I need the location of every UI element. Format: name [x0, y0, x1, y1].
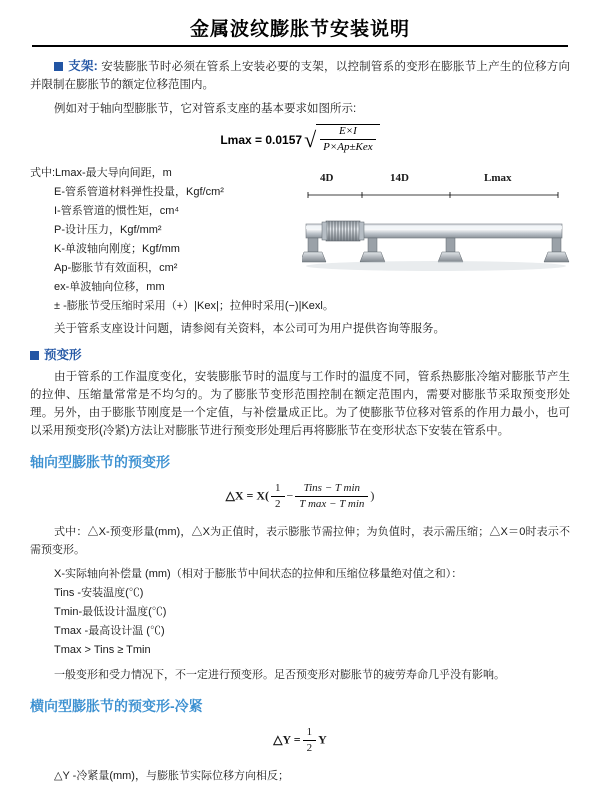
- fraction-numerator: 1: [303, 726, 317, 741]
- definition-item: P-设计压力，Kgf/mm²: [54, 224, 162, 236]
- lateral-predeform-heading: 横向型膨胀节的预变形-冷紧: [30, 698, 203, 714]
- figure-label-4d: 4D: [320, 172, 334, 184]
- equation-rhs: ): [370, 488, 375, 503]
- equation-temperature-ratio: [295, 482, 368, 511]
- square-root-icon: [304, 126, 380, 154]
- bracket-section-paragraph-1: [30, 57, 570, 94]
- axial-predeform-heading: 轴向型膨胀节的预变形: [30, 454, 170, 470]
- axial-note-2: 一般变形和受力情况下，不一定进行预变形。足否预变形对膨胀节的疲劳寿命几乎没有影响。: [54, 669, 505, 681]
- fraction-denominator: T max − T min: [299, 498, 365, 510]
- definition-item: 式中:Lmax-最大导向间距，m: [30, 167, 172, 179]
- fraction-inner: [320, 125, 376, 154]
- document-page: [0, 14, 600, 782]
- equation-minus-sign: −: [286, 488, 294, 503]
- lmax-formula-lhs: Lmax = 0.0157: [220, 133, 303, 147]
- blue-square-marker-icon: [30, 351, 39, 360]
- definition-item: I-管系管道的惯性矩，cm⁴: [54, 205, 180, 217]
- pipe-support-figure: [302, 172, 570, 284]
- bracket-closing-paragraph: 关于管系支座设计问题，请参阅有关资料，本公司可为用户提供咨询等服务。: [54, 323, 445, 335]
- axial-note-1: 式中：△X-预变形量(mm)，△X为正值时，表示膨胀节需拉伸；为负值时，表示需压缩；△X＝0时表示不需预变形。: [30, 526, 570, 556]
- fraction-numerator: E×I: [320, 125, 376, 140]
- definition-item: ex-单波轴向位移，mm: [54, 281, 165, 293]
- axial-definition-item: Tmax -最高设计温 (℃): [54, 625, 165, 637]
- expansion-joint-diagram-icon: [302, 188, 570, 284]
- definition-item: ± -膨胀节受压缩时采用（+）|Kex|；拉伸时采用(−)|Kexl。: [54, 300, 334, 312]
- equation-half-fraction: [303, 726, 317, 755]
- bracket-para-1: 安装膨胀节时必须在管系上安装必要的支架，以控制管系的变形在膨胀节上产生的位移方向并限制在膨胀节的额定位移范围内。: [30, 61, 570, 91]
- fraction-numerator: Tins − T min: [295, 482, 368, 497]
- fraction-denominator: 2: [275, 498, 281, 510]
- predeform-heading: 预变形: [44, 348, 82, 362]
- lateral-note: △Y -冷紧量(mm)，与膨胀节实际位移方向相反；: [54, 770, 289, 782]
- bracket-para-2: 例如对于轴向型膨胀节，它对管系支座的基本要求如图所示:: [54, 103, 357, 115]
- axial-definition-item: Tmax > Tins ≥ Tmin: [54, 644, 151, 656]
- equation-rhs: Y: [318, 732, 327, 747]
- definitions-and-figure: [30, 164, 570, 316]
- lmax-formula-box: [220, 126, 379, 154]
- title-divider: [32, 45, 568, 47]
- predeform-para-1: 由于管系的工作温度变化，安装膨胀节时的温度与工作时的温度不同，管系热膨胀冷缩对膨胀节产生的拉伸、压缩量常常是不均匀的。为了膨胀节变形范围控制在额定范围内，需要对膨胀节采取预变形处理。另外，由于膨胀节刚度是一个定值，与补偿量成正比。为了使膨胀节位移对管系的作用力最小，也可以采用预变形(冷紧)方法让对膨胀节进行预变形处理后再将膨胀节在变形状态下安装在管系中。: [30, 371, 570, 437]
- predeform-heading-row: [30, 346, 570, 364]
- definition-item: K-单波轴向刚度；Kgf/mm: [54, 243, 180, 255]
- definition-item: E-管系管道材料弹性投量，Kgf/cm²: [54, 186, 224, 198]
- figure-label-lmax: Lmax: [484, 172, 512, 184]
- lmax-formula: [30, 126, 570, 154]
- lateral-predeform-equation: [30, 726, 570, 755]
- axial-definition-item: Tins -安装温度(℃): [54, 587, 144, 599]
- axial-definition-item: Tmin-最低设计温度(℃): [54, 606, 167, 618]
- fraction-denominator: P×Ap±Kex: [323, 141, 373, 153]
- axial-predeform-equation: [30, 482, 570, 511]
- radical-sign: √: [304, 127, 317, 152]
- axial-definition-item: X-实际轴向补偿量 (mm)（相对于膨胀节中间状态的拉伸和压缩位移量绝对值之和）：: [54, 568, 463, 580]
- bracket-heading: 支架:: [68, 59, 98, 73]
- equation-lhs: △X = X(: [225, 488, 270, 503]
- equation-half-fraction: [271, 482, 285, 511]
- blue-square-marker-icon: [54, 62, 63, 71]
- document-content: [0, 57, 600, 786]
- page-title: 金属波纹膨胀节安装说明: [189, 19, 410, 40]
- fraction-denominator: 2: [306, 742, 313, 754]
- figure-labels: [302, 172, 570, 188]
- fraction-numerator: 1: [271, 482, 285, 497]
- figure-label-14d: 14D: [390, 172, 409, 184]
- definition-item: Ap-膨胀节有效面积，cm²: [54, 262, 178, 274]
- radical-fraction: [316, 124, 380, 154]
- equation-lhs: △Y =: [273, 732, 301, 747]
